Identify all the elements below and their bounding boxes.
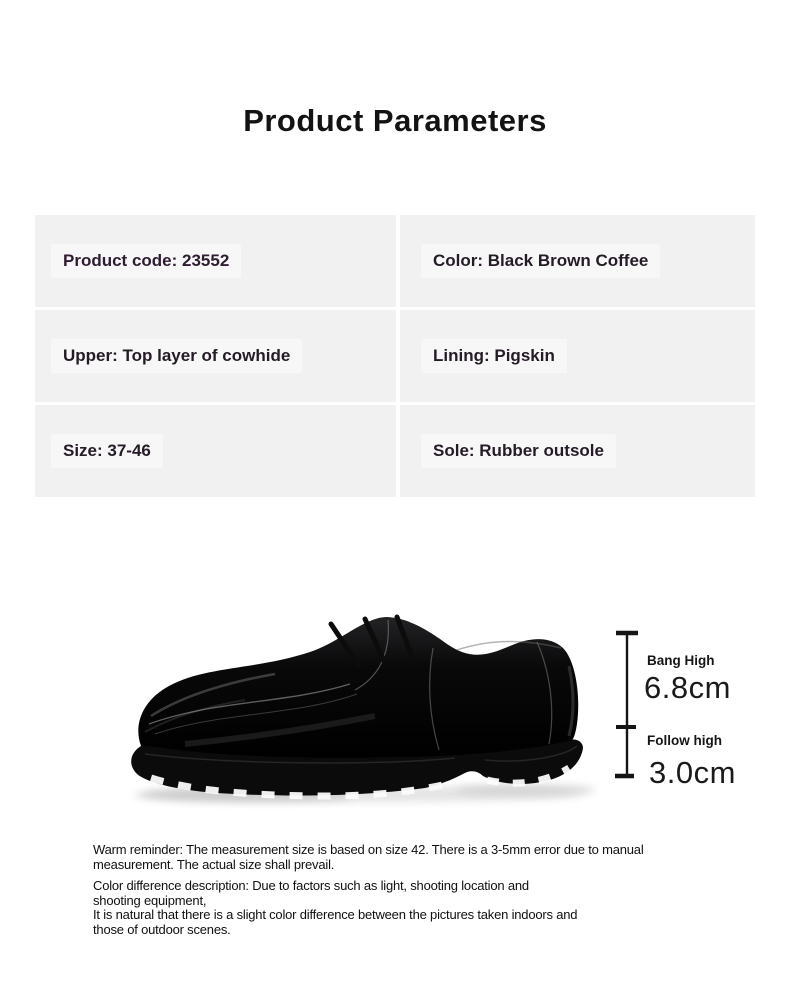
- color-text: Color: Black Brown Coffee: [421, 244, 660, 278]
- warm-reminder-line: Warm reminder: The measurement size is based on size 42. There is a 3-5mm error due to manual: [93, 842, 644, 857]
- cell-upper: [35, 310, 396, 402]
- lining-text: Lining: Pigskin: [421, 339, 567, 373]
- bang-high-value: 6.8cm: [644, 670, 731, 705]
- cell-product-code: [35, 215, 396, 307]
- color-difference-line: Color difference description: Due to factors such as light, shooting location and: [93, 878, 529, 893]
- cell-size: [35, 405, 396, 497]
- warm-reminder-line: measurement. The actual size shall prevail.: [93, 857, 335, 872]
- cell-lining: [400, 310, 755, 402]
- follow-high-value: 3.0cm: [649, 755, 736, 790]
- color-difference-line: shooting equipment,: [93, 892, 207, 908]
- sole-text: Sole: Rubber outsole: [421, 434, 616, 468]
- product-code-text: Product code: 23552: [51, 244, 241, 278]
- cell-sole: [400, 405, 755, 497]
- product-photo-shoe: [125, 604, 605, 809]
- page-title: Product Parameters: [243, 103, 547, 138]
- color-difference-line: It is natural that there is a slight color difference between the pictures taken indoors and: [93, 907, 578, 922]
- shoe-upper: [138, 617, 578, 758]
- size-text: Size: 37-46: [51, 434, 163, 468]
- parameters-table: [35, 215, 755, 497]
- bang-high-label: Bang High: [647, 653, 715, 668]
- color-difference-note: [93, 879, 577, 937]
- color-difference-line: those of outdoor scenes.: [93, 921, 231, 937]
- follow-high-label: Follow high: [647, 733, 722, 748]
- cell-color: [400, 215, 755, 307]
- upper-text: Upper: Top layer of cowhide: [51, 339, 302, 373]
- warm-reminder-note: [93, 842, 644, 872]
